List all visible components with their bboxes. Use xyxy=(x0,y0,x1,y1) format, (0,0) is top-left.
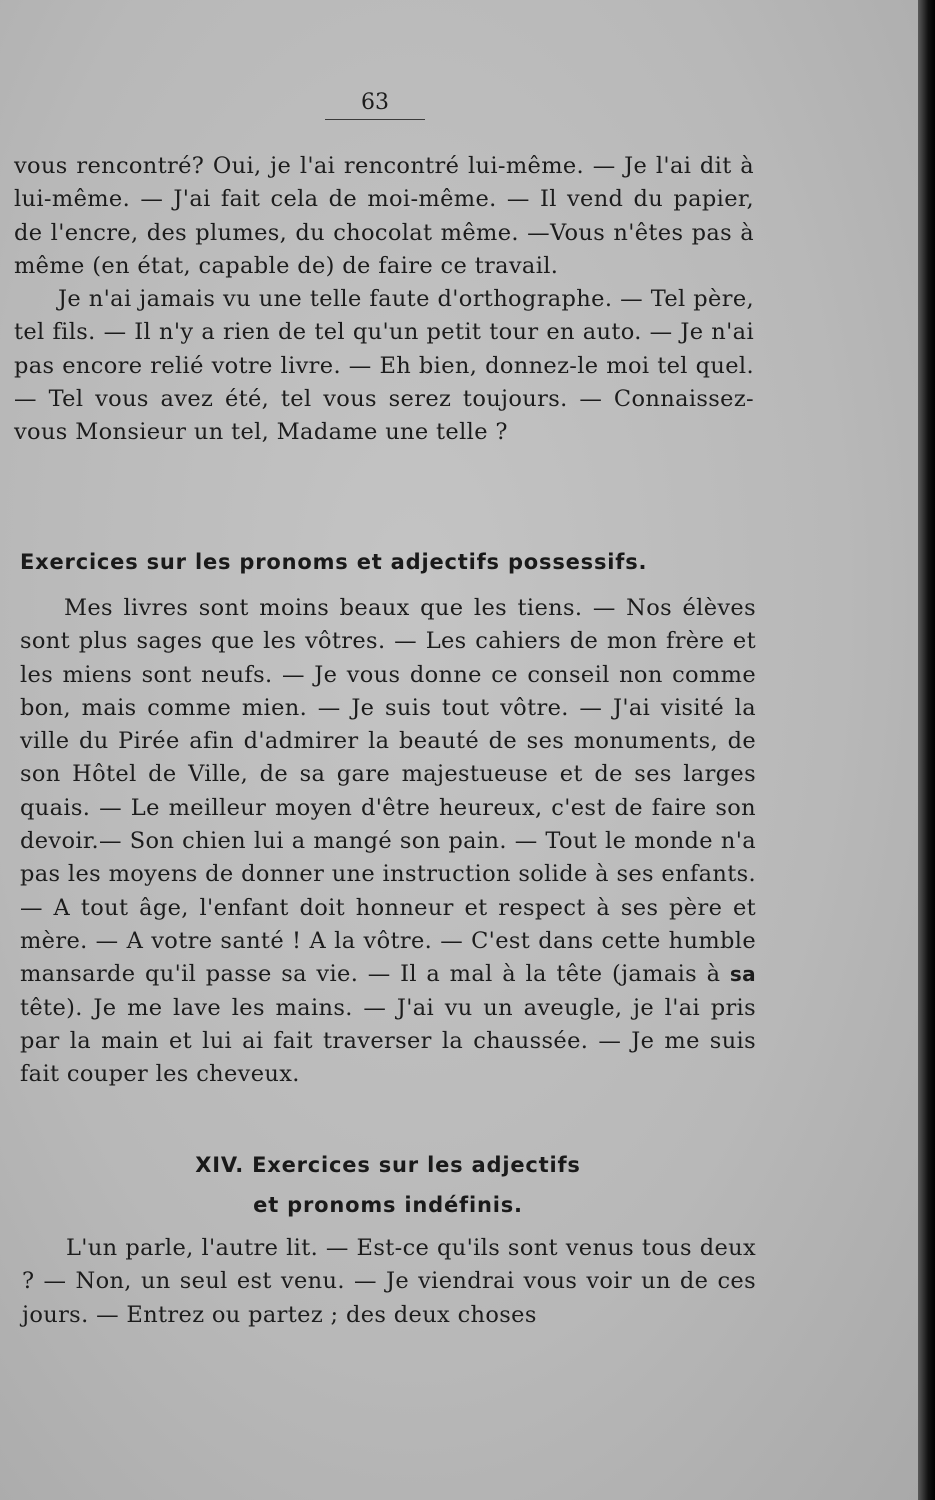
paragraph-possessifs-part1: Mes livres sont moins beaux que les tiens. — Nos élèves sont plus sages que les vôtres. — Les cahiers de mon frère et les miens sont neufs. — Je vous donne ce conseil non comme bon, mais comme mien. — Je suis tout vôtre. — J'ai visité la ville du Pirée afin d'admirer la beauté de ses monuments, de son Hôtel de Ville, de sa gare majestueuse et de ses larges quais. — Le meilleur moyen d'être heureux, c'est de faire son devoir.— Son chien lui a mangé son pain. — Tout le monde n'a pas les moyens de donner une instruction solide à ses enfants. — A tout âge, l'enfant doit honneur et respect à ses père et mère. — A votre santé ! A la vôtre. — C'est dans cette humble mansarde qu'il passe sa vie. — Il a mal à la tête (jamais à xyxy=(20,595,756,988)
paragraph-possessifs xyxy=(20,592,756,1091)
heading-indefinis xyxy=(20,1145,756,1225)
heading-possessifs: Exercices sur les pronoms et adjectifs possessifs. xyxy=(20,550,648,574)
heading-indefinis-line2: et pronoms indéfinis. xyxy=(253,1193,523,1217)
heading-indefinis-line1: XIV. Exercices sur les adjectifs xyxy=(195,1153,581,1177)
emphasized-word: sa xyxy=(729,962,756,987)
page-number: 63 xyxy=(325,90,425,120)
text-block-indefinis xyxy=(22,1232,756,1332)
paragraph-meme: vous rencontré? Oui, je l'ai rencontré lui-même. — Je l'ai dit à lui-même. — J'ai fait cela de moi-même. — Il vend du papier, de l'encre, des plumes, du chocolat même. —Vous n'êtes pas à même (en état, capable de) de faire ce travail. xyxy=(14,153,754,279)
paragraph-possessifs-part2: tête). Je me lave les mains. — J'ai vu un aveugle, je l'ai pris par la main et lui ai fait traverser la chaussée. — Je me suis fait couper les cheveux. xyxy=(20,994,756,1088)
text-block-possessifs xyxy=(20,592,756,1091)
paragraph-indefinis: L'un parle, l'autre lit. — Est-ce qu'ils sont venus tous deux ? — Non, un seul est venu. — Je viendrai vous voir un de ces jours. — Entrez ou partez ; des deux choses xyxy=(22,1235,756,1328)
paragraph-tel: Je n'ai jamais vu une telle faute d'orthographe. — Tel père, tel fils. — Il n'y a rien de tel qu'un petit tour en auto. — Je n'ai pas encore relié votre livre. — Eh bien, donnez-le moi tel quel. — Tel vous avez été, tel vous serez toujours. — Connaissez-vous Monsieur un tel, Madame une telle ? xyxy=(14,286,754,446)
text-block-tel xyxy=(14,150,754,450)
book-edge xyxy=(918,0,935,1500)
